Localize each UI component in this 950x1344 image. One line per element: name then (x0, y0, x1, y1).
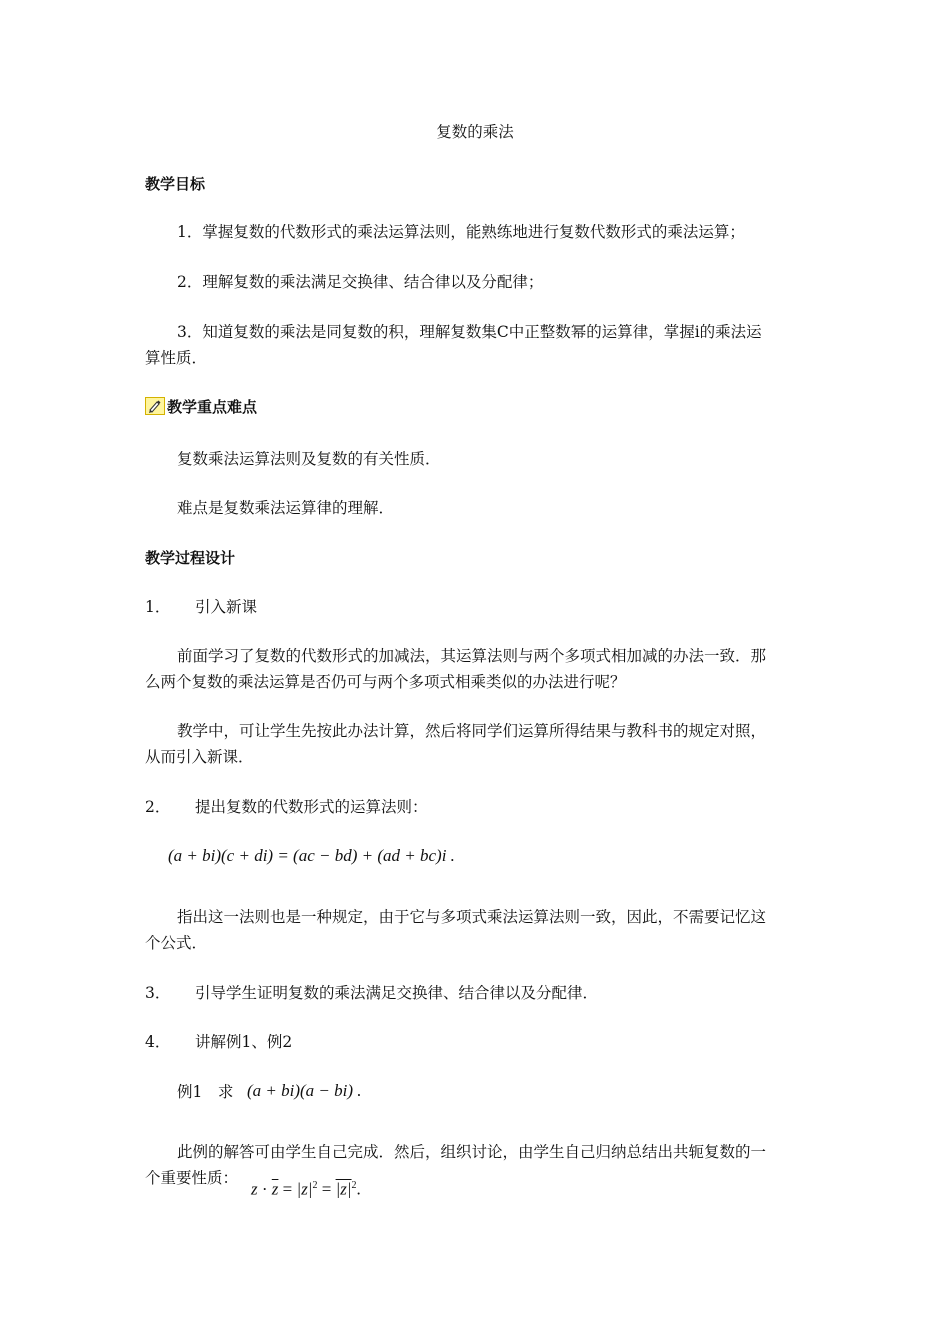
pencil-note-icon (145, 397, 165, 415)
conjugate-property-formula (251, 1176, 361, 1200)
goal-3: 3．知道复数的乘法是同复数的积，理解复数集C中正整数幂的运算律，掌握i的乘法运 (177, 323, 762, 341)
multiplication-formula: (a + bi)(c + di) = (ac − bd) + (ad + bc)i . (168, 846, 455, 865)
formula-dot: · (261, 1179, 268, 1199)
step-1-number: 1． (145, 598, 171, 616)
goal-3-cont: 算性质． (145, 349, 208, 367)
doc-title: 复数的乘法 (436, 123, 514, 141)
step-1-para-1-line-1: 前面学习了复数的代数形式的加减法，其运算法则与两个多项式相加减的办法一致．那 (177, 647, 767, 665)
key-point-2: 难点是复数乘法运算律的理解． (177, 499, 395, 517)
goals-heading: 教学目标 (145, 175, 206, 193)
process-heading: 教学过程设计 (145, 549, 236, 567)
step-1-para-2-line-2: 从而引入新课． (145, 748, 254, 766)
formula-end: . (356, 1179, 361, 1199)
step-3-number: 3． (145, 984, 171, 1002)
formula-square-2: 2 (351, 1180, 357, 1191)
formula-z-bar: $\overline{z}$ (271, 1179, 279, 1199)
step-4-title: 讲解例1、例2 (195, 1033, 293, 1051)
step-1-title: 引入新课 (195, 598, 258, 616)
example-1-para-line-1: 此例的解答可由学生自己完成．然后，组织讨论，由学生自己归纳总结出共轭复数的一 (177, 1143, 767, 1161)
step-2-number: 2． (145, 798, 171, 816)
step-3-title: 引导学生证明复数的乘法满足交换律、结合律以及分配律． (195, 984, 599, 1002)
step-1-para-1-line-2: 么两个复数的乘法运算是否仍可与两个多项式相乘类似的办法进行呢？ (145, 673, 626, 691)
step-2-para-line-2: 个公式． (145, 934, 208, 952)
key-point-1: 复数乘法运算法则及复数的有关性质． (177, 450, 441, 468)
step-2-para-line-1: 指出这一法则也是一种规定，由于它与多项式乘法运算法则一致，因此，不需要记忆这 (177, 908, 767, 926)
formula-abs-z: |z| (296, 1179, 313, 1199)
goal-2: 2．理解复数的乘法满足交换律、结合律以及分配律； (177, 273, 544, 291)
example-1-para-line-2: 个重要性质： (145, 1169, 239, 1187)
example-1-label: 例1 求 (177, 1083, 234, 1101)
step-1-para-2-line-1: 教学中，可让学生先按此办法计算，然后将同学们运算所得结果与教科书的规定对照， (177, 722, 767, 740)
example-1-formula: (a + bi)(a − bi) . (247, 1081, 362, 1100)
step-2-title: 提出复数的代数形式的运算法则： (195, 798, 428, 816)
formula-eq-2: = (321, 1179, 332, 1199)
formula-z: z (251, 1179, 258, 1199)
formula-square-1: 2 (312, 1180, 318, 1191)
formula-abs-z-bar: |z| (335, 1179, 352, 1199)
goal-1: 1．掌握复数的代数形式的乘法运算法则，能熟练地进行复数代数形式的乘法运算； (177, 223, 745, 241)
formula-eq-1: = (282, 1179, 293, 1199)
step-4-number: 4． (145, 1033, 171, 1051)
key-heading: 教学重点难点 (167, 398, 258, 416)
